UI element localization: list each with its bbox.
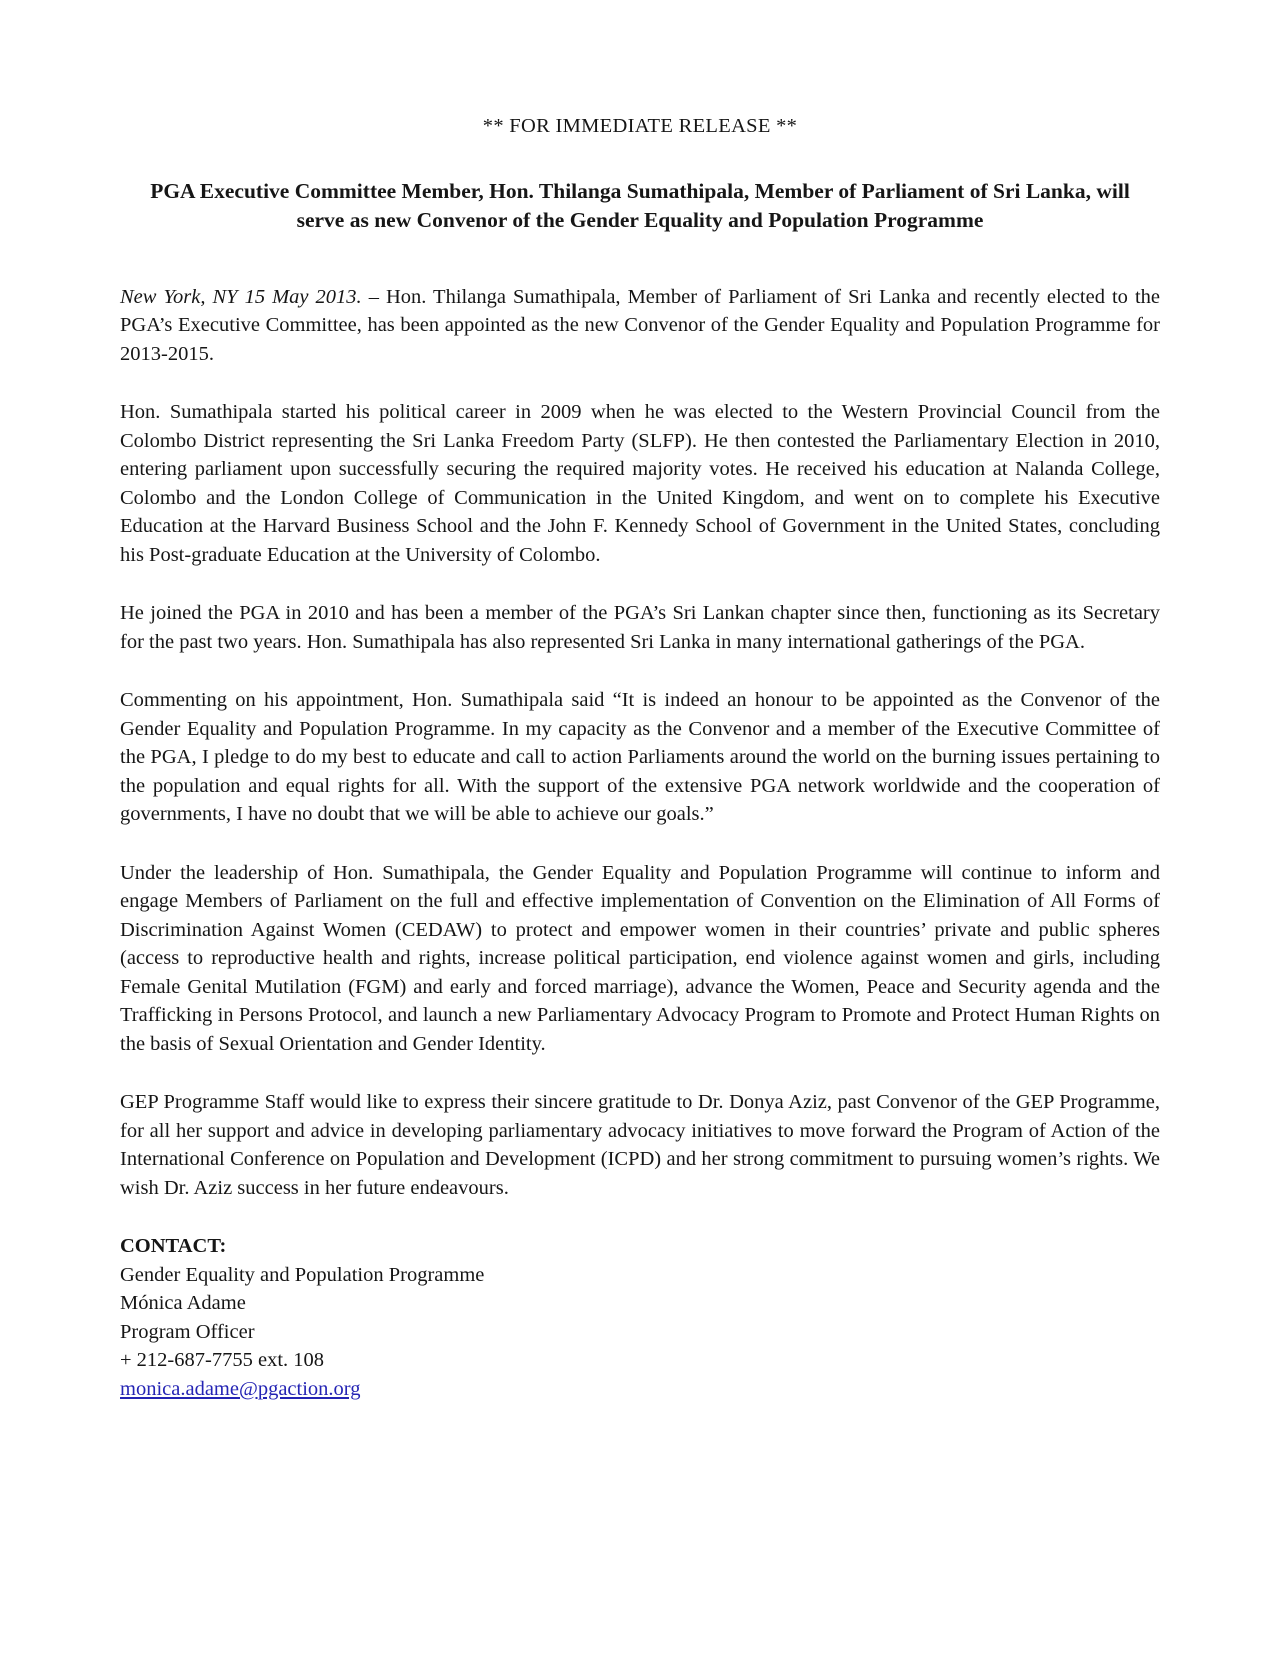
contact-heading: CONTACT: [120,1235,227,1257]
dateline-paragraph [120,283,1160,369]
release-line: ** FOR IMMEDIATE RELEASE ** [482,115,798,137]
paragraph-career: Hon. Sumathipala started his political career in 2009 when he was elected to the Western Provincial Council from the Colombo District representing the Sri Lanka Freedom Party (SLFP). He then contested the Parliamentary Election in 2010, entering parliament upon successfully securing the required majority votes. He received his education at Nalanda College, Colombo and the London College of Communication in the United Kingdom, and went on to complete his Executive Education at the Harvard Business School and the John F. Kennedy School of Government in the United States, concluding his Post-graduate Education at the University of Colombo. [120,401,1160,566]
paragraph-pga-membership: He joined the PGA in 2010 and has been a member of the PGA’s Sri Lankan chapter since then, functioning as its Secretary for the past two years. Hon. Sumathipala has also represented Sri Lanka in many international gatherings of the PGA. [120,602,1160,653]
document-title: PGA Executive Committee Member, Hon. Thilanga Sumathipala, Member of Parliament of Sri Lanka, will serve as new Convenor of the Gender Equality and Population Programme [150,178,1130,232]
dateline-text: – Hon. Thilanga Sumathipala, Member of Parliament of Sri Lanka and recently elected to the PGA’s Executive Committee, has been appointed as the new Convenor of the Gender Equality and Population Programme for 2013-2015. [120,285,1161,365]
paragraph-gratitude: GEP Programme Staff would like to express their sincere gratitude to Dr. Donya Aziz, past Convenor of the GEP Programme, for all her support and advice in developing parliamentary advocacy initiatives to move forward the Program of Action of the International Conference on Population and Development (ICPD) and her strong commitment to pursuing women’s rights. We wish Dr. Aziz success in her future endeavours. [120,1091,1160,1199]
paragraph-quote: Commenting on his appointment, Hon. Sumathipala said “It is indeed an honour to be appointed as the Convenor of the Gender Equality and Population Programme. In my capacity as the Convenor and a member of the Executive Committee of the PGA, I pledge to do my best to educate and call to action Parliaments around the world on the burning issues pertaining to the population and equal rights for all. With the support of the extensive PGA network worldwide and the cooperation of governments, I have no doubt that we will be able to achieve our goals.” [120,689,1160,825]
dateline-date: New York, NY 15 May 2013. [120,285,362,308]
contact-organization: Gender Equality and Population Programme [120,1263,485,1286]
paragraph-programme-goals: Under the leadership of Hon. Sumathipala, the Gender Equality and Population Programme will continue to inform and engage Members of Parliament on the full and effective implementation of Convention on the Elimination of All Forms of Discrimination Against Women (CEDAW) to protect and empower women in their countries’ private and public spheres (access to reproductive health and rights, increase political participation, end violence against women and girls, including Female Genital Mutilation (FGM) and early and forced marriage), advance the Women, Peace and Security agenda and the Trafficking in Persons Protocol, and launch a new Parliamentary Advocacy Program to Promote and Protect Human Rights on the basis of Sexual Orientation and Gender Identity. [120,861,1160,1055]
contact-email-line [120,1375,1160,1404]
contact-phone: + 212-687-7755 ext. 108 [120,1349,325,1371]
contact-job-title: Program Officer [120,1320,255,1343]
contact-email-link[interactable]: monica.adame@pgaction.org [120,1377,361,1400]
contact-section [120,1232,1160,1403]
contact-name: Mónica Adame [120,1292,246,1314]
